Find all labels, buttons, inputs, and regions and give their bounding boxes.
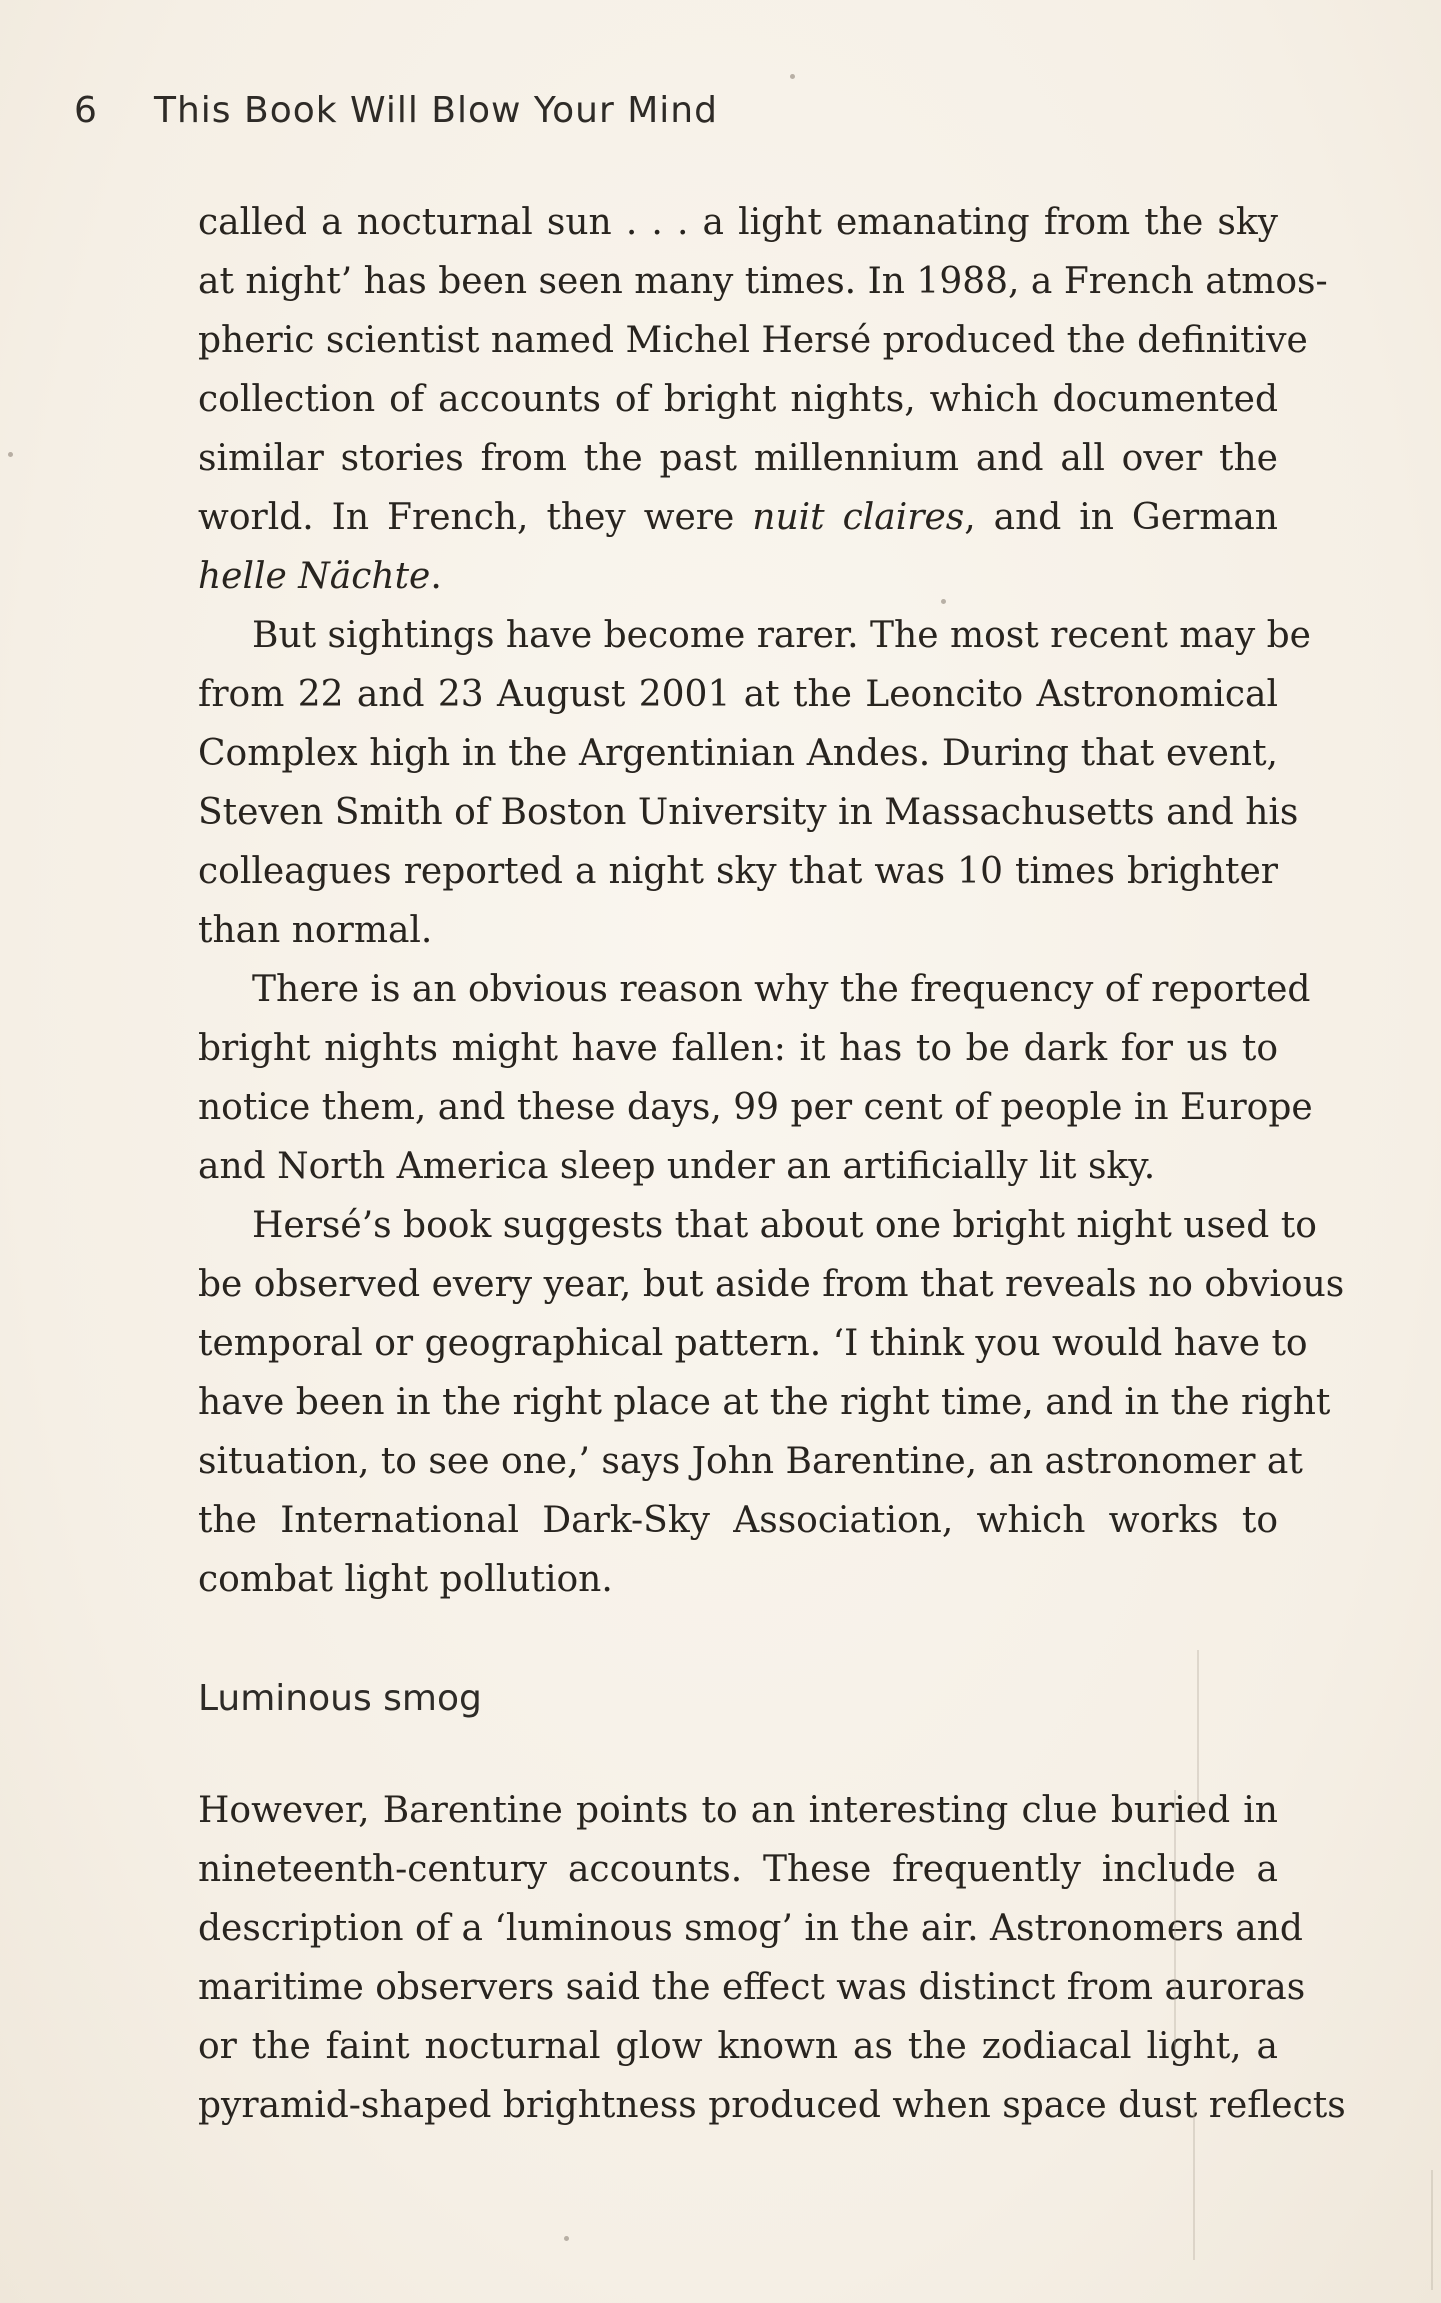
page-number: 6	[74, 90, 98, 131]
text-line: or the faint nocturnal glow known as the zodiacal light, a	[198, 2026, 1278, 2067]
text-line: the International Dark-Sky Association, which works to	[198, 1500, 1278, 1541]
running-head	[74, 90, 874, 140]
text-line: and North America sleep under an artificially lit sky.	[198, 1146, 1156, 1187]
text-line: But sightings have become rarer. The most recent may be	[252, 615, 1311, 656]
text-line: called a nocturnal sun . . . a light emanating from the sky	[198, 202, 1278, 243]
italic-term: helle Nächte	[198, 556, 431, 597]
text-line: temporal or geographical pattern. ‘I think you would have to	[198, 1323, 1308, 1364]
text-line: from 22 and 23 August 2001 at the Leoncito Astronomical	[198, 674, 1278, 715]
page-crease	[1431, 2170, 1433, 2290]
body-text	[198, 193, 1346, 2135]
text-line: bright nights might have fallen: it has to be dark for us to	[198, 1028, 1278, 1069]
book-title: This Book Will Blow Your Mind	[154, 90, 718, 131]
text-line: Hersé’s book suggests that about one bright night used to	[252, 1205, 1317, 1246]
scan-speck	[564, 2236, 569, 2241]
text-line	[198, 488, 1278, 547]
text-line: than normal.	[198, 910, 433, 951]
page-crease	[1197, 1650, 1199, 1810]
text-line	[198, 547, 1278, 606]
paragraph	[198, 606, 1311, 960]
text-line: maritime observers said the effect was distinct from auroras	[198, 1967, 1306, 2008]
text-line: nineteenth-century accounts. These frequently include a	[198, 1849, 1278, 1890]
text-line: colleagues reported a night sky that was 10 times brighter	[198, 851, 1278, 892]
text-line: notice them, and these days, 99 per cent of people in Europe	[198, 1087, 1313, 1128]
text-line: However, Barentine points to an interesting clue buried in	[198, 1790, 1278, 1831]
scan-speck	[790, 74, 795, 79]
page-crease	[1174, 1790, 1176, 2050]
text-line: similar stories from the past millennium and all over the	[198, 438, 1278, 479]
page-crease	[1193, 2110, 1195, 2260]
italic-term: nuit claires	[752, 497, 965, 538]
text-line: description of a ‘luminous smog’ in the air. Astronomers and	[198, 1908, 1303, 1949]
text-line: pheric scientist named Michel Hersé produced the definitive	[198, 320, 1308, 361]
text-line: collection of accounts of bright nights, which documented	[198, 379, 1278, 420]
text-run: world. In French, they were	[198, 497, 753, 538]
text-line: combat light pollution.	[198, 1559, 613, 1600]
text-line: have been in the right place at the right time, and in the right	[198, 1382, 1331, 1423]
paragraph	[198, 960, 1313, 1196]
section-spacer	[198, 1609, 1278, 1669]
paragraph	[198, 1781, 1346, 2135]
text-line: at night’ has been seen many times. In 1988, a French atmos-	[198, 261, 1328, 302]
scan-speck	[941, 599, 946, 604]
text-run: .	[430, 556, 442, 597]
section-heading: Luminous smog	[198, 1678, 482, 1719]
text-line: situation, to see one,’ says John Barentine, an astronomer at	[198, 1441, 1303, 1482]
text-line: There is an obvious reason why the frequency of reported	[252, 969, 1311, 1010]
text-line: Complex high in the Argentinian Andes. During that event,	[198, 733, 1278, 774]
text-run: , and in German	[964, 497, 1278, 538]
paragraph	[198, 193, 1328, 606]
paragraph	[198, 1196, 1345, 1609]
text-line: Steven Smith of Boston University in Massachusetts and his	[198, 792, 1299, 833]
scan-speck	[8, 452, 13, 457]
text-line: be observed every year, but aside from that reveals no obvious	[198, 1264, 1345, 1305]
text-line: pyramid-shaped brightness produced when space dust reflects	[198, 2085, 1346, 2126]
